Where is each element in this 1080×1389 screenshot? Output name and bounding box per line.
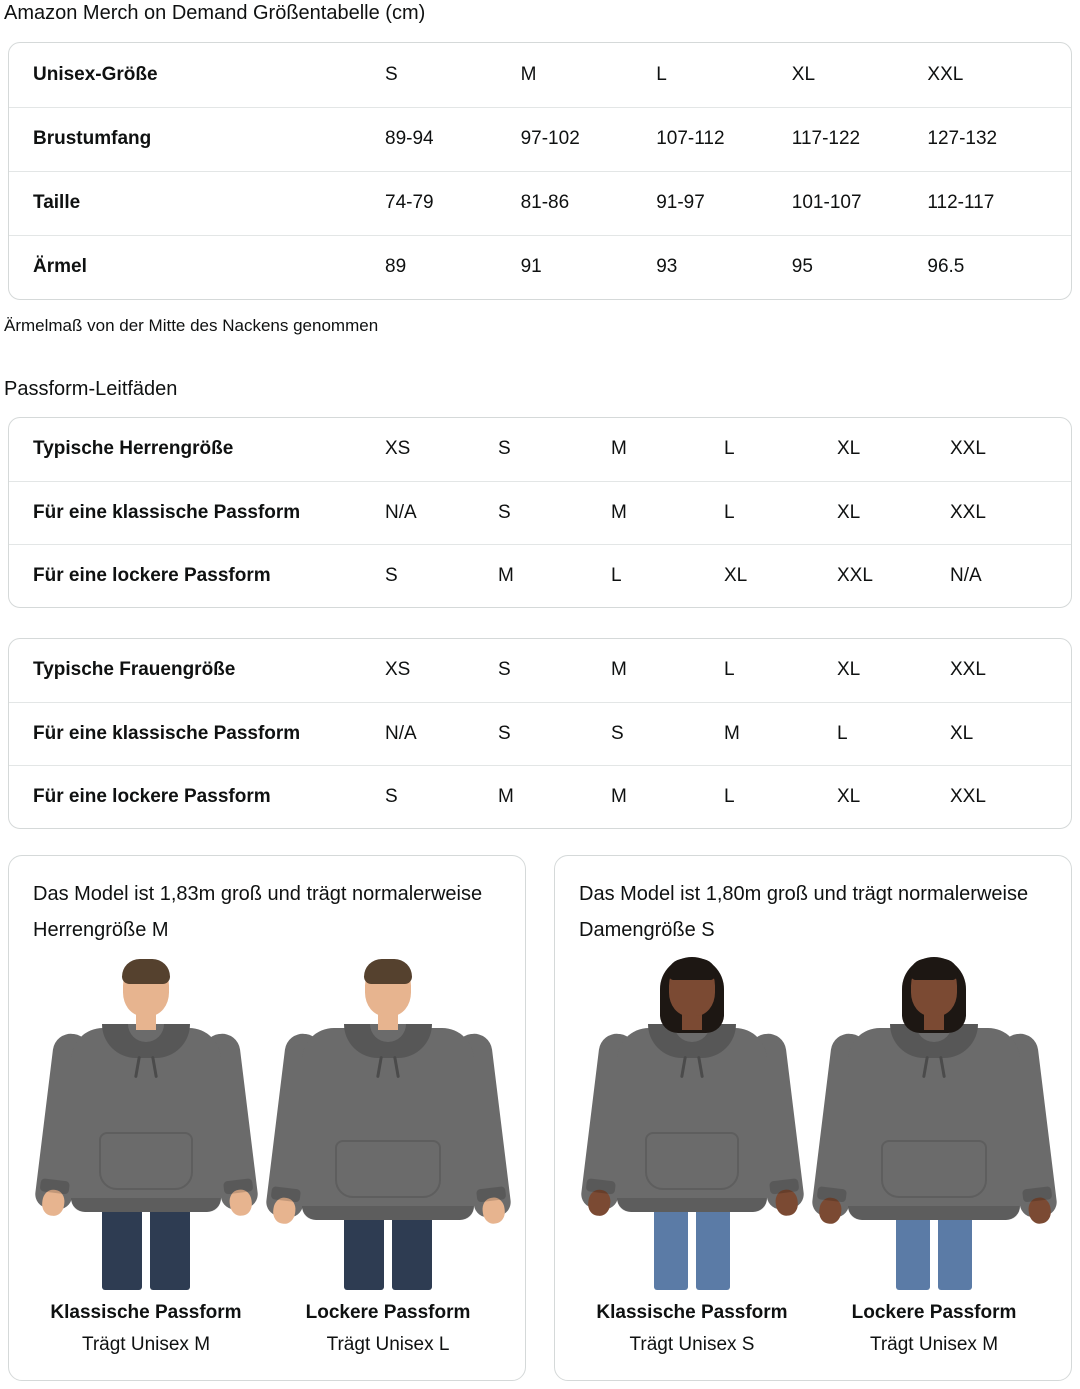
table-row xyxy=(9,544,1071,607)
hoodie-drawstring xyxy=(697,1056,704,1078)
table-cell: 91-97 xyxy=(656,192,705,214)
row-label: Brustumfang xyxy=(33,128,152,150)
model-photo-womens-classic-fit xyxy=(585,960,800,1290)
table-cell: S xyxy=(385,785,398,807)
row-label: Für eine klassische Passform xyxy=(33,722,301,744)
size-col-header: S xyxy=(498,659,511,681)
table-cell: 74-79 xyxy=(385,192,434,214)
size-col-header: XXL xyxy=(950,438,986,460)
size-col-header: XL xyxy=(837,438,861,460)
mens-fit-table xyxy=(8,417,1072,608)
sleeve-measure-note: Ärmelmaß von der Mitte des Nackens genommen xyxy=(4,316,379,335)
size-col-header: M xyxy=(611,659,627,681)
table-cell: 112-117 xyxy=(927,192,995,214)
table-cell: S xyxy=(498,501,511,523)
table-cell: 89-94 xyxy=(385,128,434,150)
table-cell: S xyxy=(385,564,398,586)
hoodie-drawstring xyxy=(922,1056,929,1078)
model-description: Das Model ist 1,80m groß und trägt normalerweise Damengröße S xyxy=(579,883,1029,941)
fit-label: Lockere Passform xyxy=(305,1302,471,1323)
model-photo-mens-classic-fit xyxy=(39,960,254,1290)
row-label: Typische Frauengröße xyxy=(33,659,236,681)
row-label: Unisex-Größe xyxy=(33,63,158,85)
hoodie-body xyxy=(302,1028,474,1220)
size-col-header: XXL xyxy=(927,63,964,85)
table-row xyxy=(9,702,1071,765)
table-cell: 127-132 xyxy=(927,128,998,150)
hoodie-body xyxy=(848,1028,1020,1220)
table-cell: 96.5 xyxy=(927,256,965,278)
hoodie-hem xyxy=(617,1198,767,1212)
table-row xyxy=(9,107,1071,171)
hoodie-body xyxy=(71,1028,221,1212)
model-photo-womens-loose-fit xyxy=(827,960,1042,1290)
size-col-header: S xyxy=(498,438,511,460)
figure-caption xyxy=(33,1302,259,1356)
size-col-header: XXL xyxy=(950,659,986,681)
hoodie-drawstring xyxy=(151,1056,158,1078)
hoodie-pocket xyxy=(645,1132,739,1190)
row-label: Typische Herrengröße xyxy=(33,438,234,460)
model-cards xyxy=(8,855,1072,1381)
table-cell: L xyxy=(724,785,735,807)
table-cell: 101-107 xyxy=(791,192,862,214)
size-col-header: M xyxy=(611,438,627,460)
womens-model-card xyxy=(554,855,1072,1381)
fit-label: Klassische Passform xyxy=(596,1302,788,1323)
table-cell: 117-122 xyxy=(791,128,861,150)
table-row xyxy=(9,171,1071,235)
jeans-leg xyxy=(102,1206,142,1290)
page-title: Amazon Merch on Demand Größentabelle (cm) xyxy=(4,2,426,24)
hoodie-drawstring xyxy=(939,1056,946,1078)
worn-size-label: Trägt Unisex M xyxy=(869,1334,999,1355)
worn-size-label: Trägt Unisex M xyxy=(81,1334,211,1355)
model-photo-mens-loose-fit xyxy=(281,960,496,1290)
hoodie-drawstring xyxy=(680,1056,687,1078)
table-header-row xyxy=(9,639,1071,702)
table-cell: 93 xyxy=(656,256,678,278)
table-cell: N/A xyxy=(385,501,417,523)
size-col-header: S xyxy=(385,63,398,85)
table-cell: S xyxy=(611,722,624,744)
row-label: Für eine klassische Passform xyxy=(33,501,301,523)
table-cell: M xyxy=(724,722,740,744)
hoodie-hem xyxy=(848,1206,1020,1220)
worn-size-label: Trägt Unisex L xyxy=(326,1334,450,1355)
model-head xyxy=(911,960,957,1016)
table-cell: 107-112 xyxy=(656,128,725,150)
model-figures xyxy=(33,960,501,1356)
table-cell: XXL xyxy=(950,785,986,807)
table-cell: 97-102 xyxy=(520,128,580,150)
hoodie-drawstring xyxy=(376,1056,383,1078)
model-description: Das Model ist 1,83m groß und trägt normalerweise Herrengröße M xyxy=(33,883,483,941)
size-col-header: L xyxy=(724,438,735,460)
size-col-header: M xyxy=(520,63,537,85)
table-row xyxy=(9,765,1071,828)
row-label: Taille xyxy=(33,192,81,214)
row-label: Ärmel xyxy=(33,256,87,278)
figure-caption xyxy=(821,1302,1047,1356)
figure-caption xyxy=(579,1302,805,1356)
figure-caption xyxy=(275,1302,501,1356)
row-label: Für eine lockere Passform xyxy=(33,564,271,586)
jeans-leg xyxy=(654,1206,688,1290)
table-cell: L xyxy=(611,564,622,586)
table-cell: L xyxy=(837,722,848,744)
size-col-header: L xyxy=(724,659,735,681)
table-cell: S xyxy=(498,722,511,744)
model-head xyxy=(123,960,169,1016)
table-header-row xyxy=(9,43,1071,107)
size-col-header: L xyxy=(656,63,667,85)
table-cell: M xyxy=(611,501,627,523)
womens-fit-table xyxy=(8,638,1072,829)
table-cell: XL xyxy=(724,564,748,586)
table-cell: M xyxy=(498,564,514,586)
row-label: Für eine lockere Passform xyxy=(33,785,271,807)
fit-guides-heading: Passform-Leitfäden xyxy=(4,378,178,400)
jeans-leg xyxy=(696,1206,730,1290)
figure-mens-loose xyxy=(275,960,501,1356)
table-cell: XXL xyxy=(950,501,986,523)
size-col-header: XL xyxy=(837,659,861,681)
table-cell: 81-86 xyxy=(520,192,570,214)
jeans-leg xyxy=(150,1206,190,1290)
table-cell: N/A xyxy=(385,722,417,744)
figure-womens-classic xyxy=(579,960,805,1356)
size-col-header: XS xyxy=(385,438,411,460)
unisex-size-table xyxy=(8,42,1072,300)
model-figures xyxy=(579,960,1047,1356)
table-cell: M xyxy=(498,785,514,807)
table-row xyxy=(9,235,1071,299)
table-cell: XL xyxy=(837,785,861,807)
table-cell: M xyxy=(611,785,627,807)
table-cell: L xyxy=(724,501,735,523)
hoodie-drawstring xyxy=(134,1056,141,1078)
fit-label: Klassische Passform xyxy=(50,1302,242,1323)
hoodie-hem xyxy=(71,1198,221,1212)
hoodie-body xyxy=(617,1028,767,1212)
fit-label: Lockere Passform xyxy=(851,1302,1017,1323)
table-header-row xyxy=(9,418,1071,481)
hoodie-pocket xyxy=(881,1140,987,1198)
figure-mens-classic xyxy=(33,960,259,1356)
hoodie-pocket xyxy=(99,1132,193,1190)
table-cell: N/A xyxy=(950,564,982,586)
table-cell: 91 xyxy=(520,256,542,278)
table-cell: 95 xyxy=(791,256,813,278)
worn-size-label: Trägt Unisex S xyxy=(629,1334,755,1355)
table-cell: XL xyxy=(950,722,974,744)
table-cell: XL xyxy=(837,501,861,523)
mens-model-card xyxy=(8,855,526,1381)
model-head xyxy=(365,960,411,1016)
table-cell: 89 xyxy=(385,256,407,278)
hoodie-drawstring xyxy=(393,1056,400,1078)
hoodie-hem xyxy=(302,1206,474,1220)
hoodie-pocket xyxy=(335,1140,441,1198)
table-row xyxy=(9,481,1071,544)
table-cell: XXL xyxy=(837,564,873,586)
size-col-header: XS xyxy=(385,659,411,681)
figure-womens-loose xyxy=(821,960,1047,1356)
model-head xyxy=(669,960,715,1016)
size-col-header: XL xyxy=(791,63,816,85)
